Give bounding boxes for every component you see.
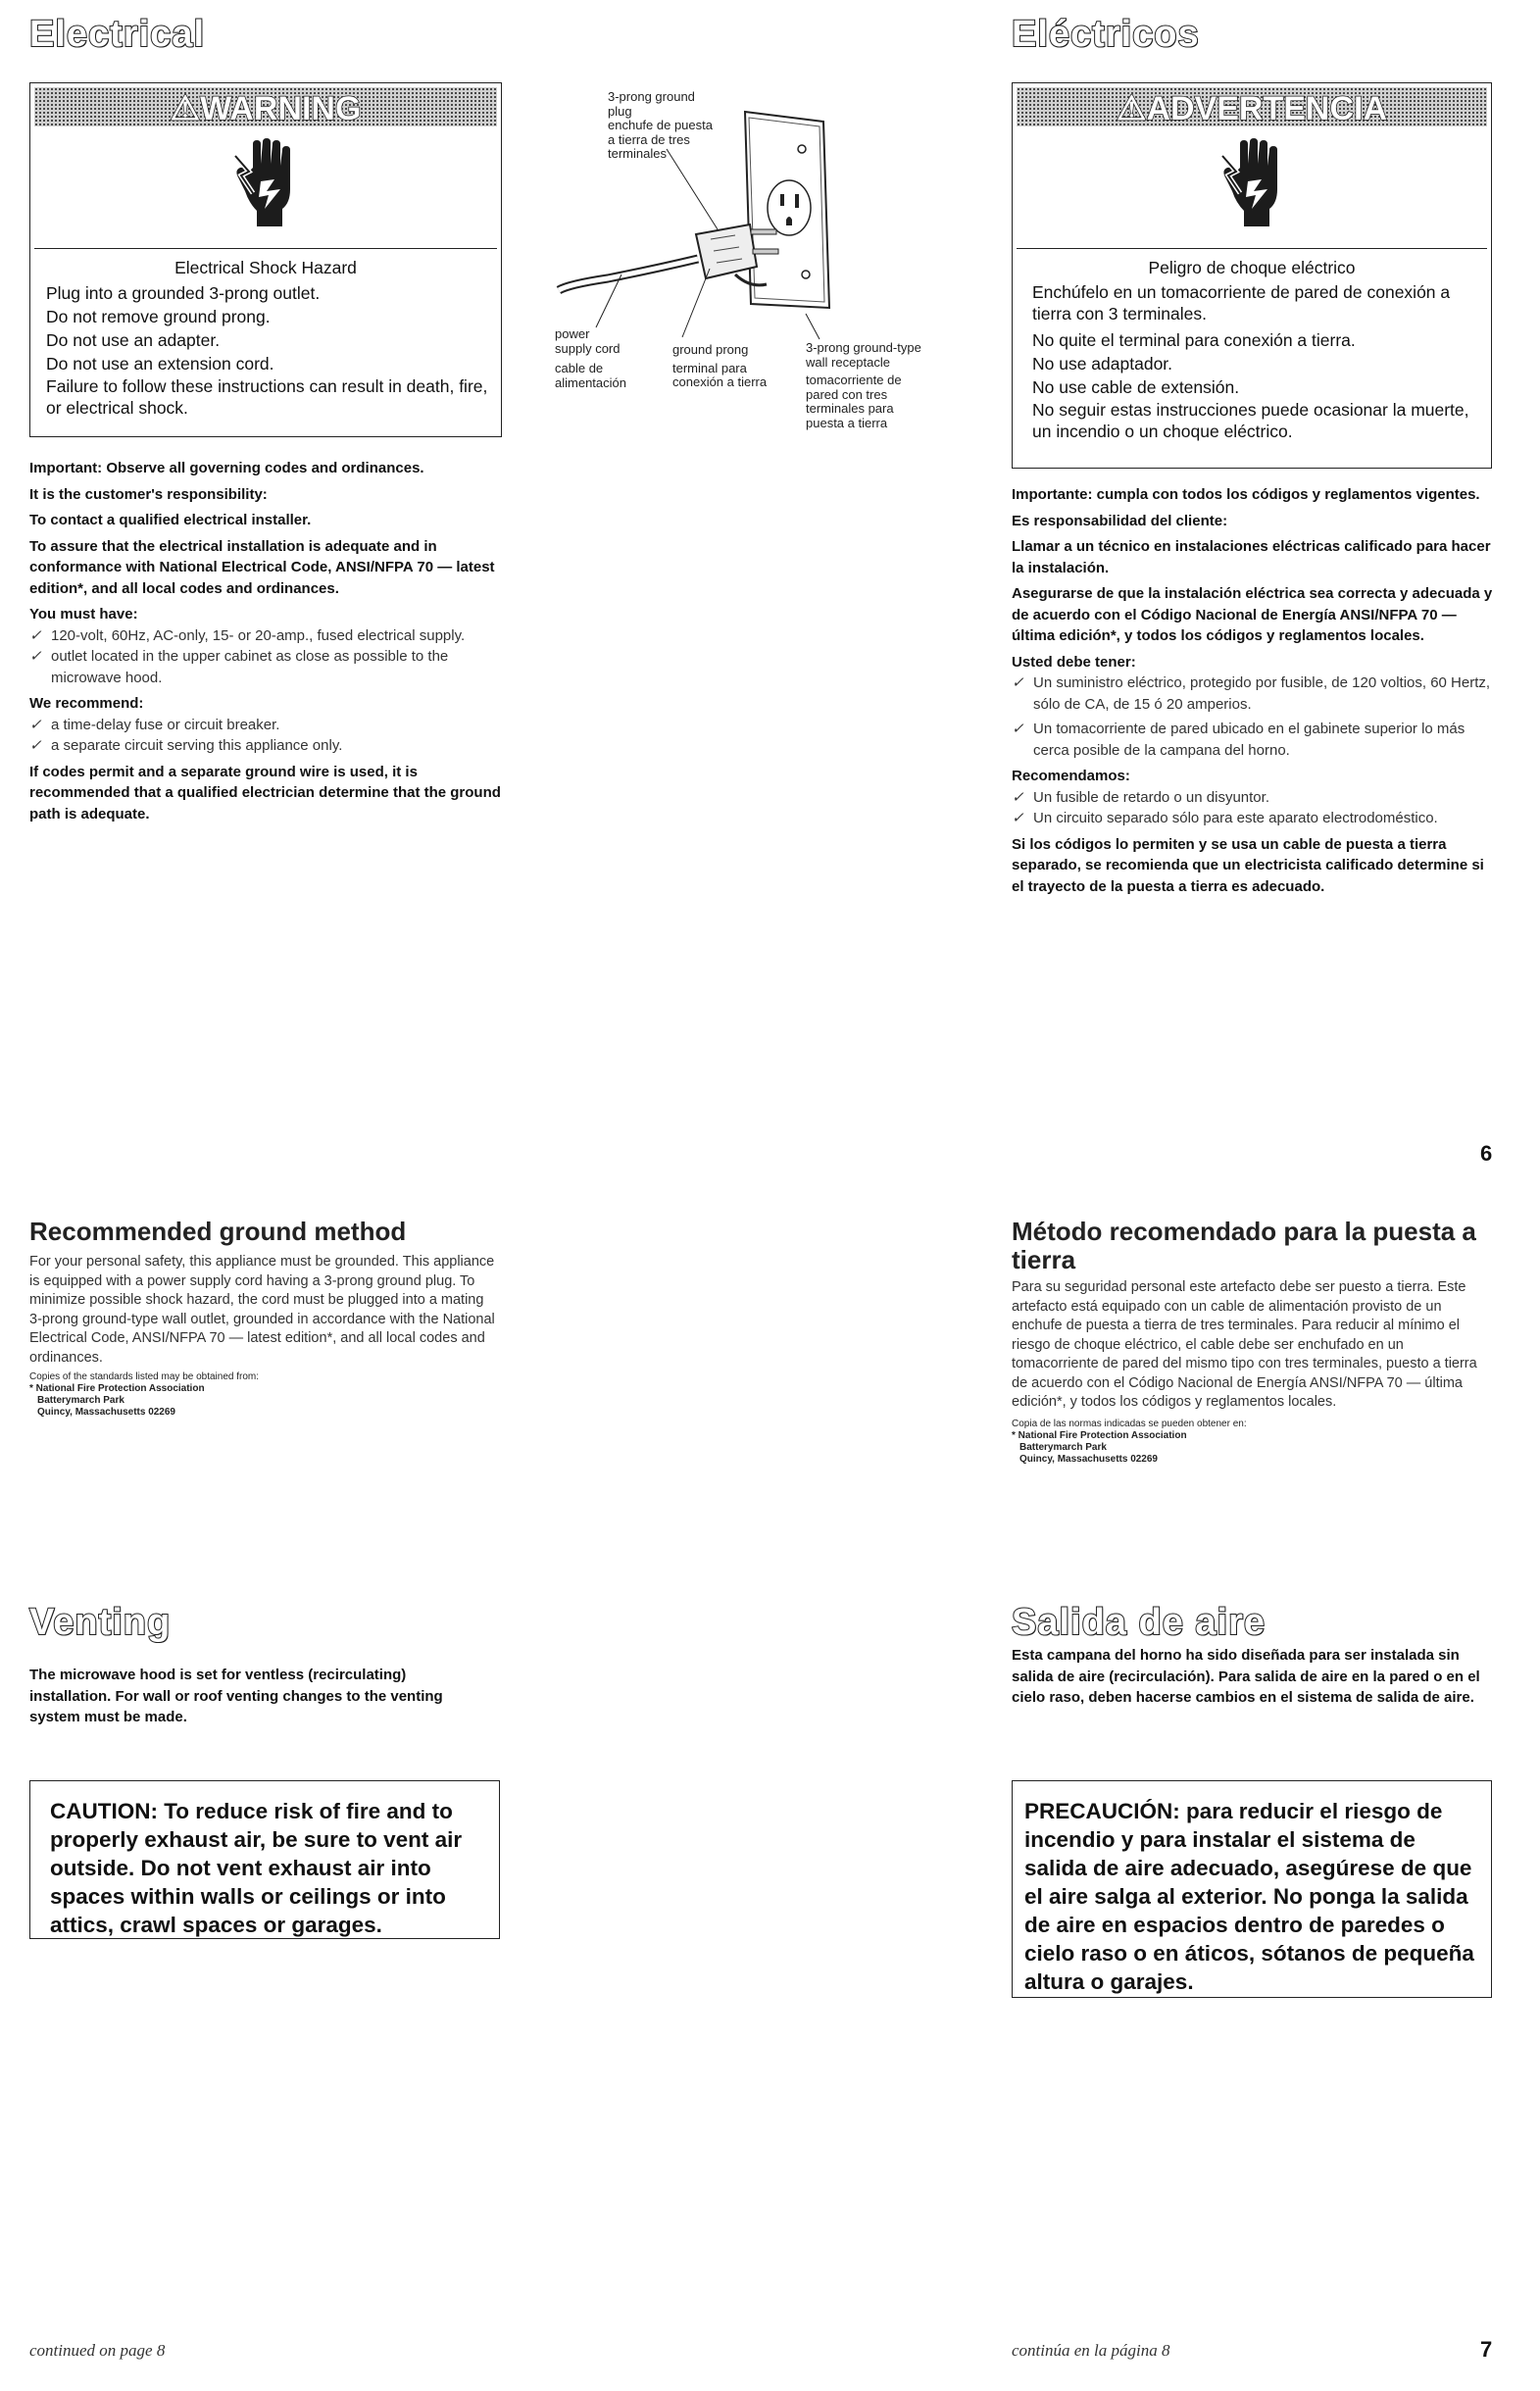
checklist-item: ✓ a time-delay fuse or circuit breaker.: [29, 715, 508, 736]
caution-text: PRECAUCIÓN: para reducir el riesgo de incendio y para instalar el sistema de salida de aire adecuado, asegúrese de que el aire salga al exterior. No ponga la salida de aire en espacios dentro de paredes o cielo raso o en áticos, sótanos de pequeña altura o garajes.: [1024, 1799, 1474, 1994]
electrical-instructions-es: [1012, 484, 1498, 897]
continued-note-en: continued on page 8: [29, 2341, 166, 2360]
warning-line: Do not use an extension cord.: [46, 354, 274, 374]
warning-lines: [46, 281, 491, 419]
address-line: Batterymarch Park: [1019, 1441, 1107, 1453]
warning-line: Do not use an adapter.: [46, 330, 221, 350]
receptacle-label: 3-prong ground-type wall receptacle tomacorriente de pared con tres terminales para puesta a tierra: [806, 340, 921, 430]
responsibility-heading: Es responsabilidad del cliente:: [1012, 512, 1228, 529]
warning-box-es: [1012, 82, 1492, 469]
address-line: * National Fire Protection Association: [1012, 1429, 1187, 1441]
checklist-item: ✓ Un tomacorriente de pared ubicado en el gabinete superior lo más cerca posible de la campana del horno.: [1012, 719, 1498, 761]
ground-method-paragraph: For your personal safety, this appliance must be grounded. This appliance is equipped with a power supply cord having a 3-prong ground plug. To minimize possible shock hazard, the cord must be plugged into a mating 3-prong ground-type wall outlet, grounded in accordance with the National Electrical Code, ANSI/NFPA 70 — latest edition*, and all local codes and ordinances.: [29, 1254, 495, 1366]
recommend-heading: We recommend:: [29, 695, 144, 712]
copies-note: Copies of the standards listed may be obtained from:: [29, 1371, 260, 1382]
section-title-venting: Venting: [29, 1602, 172, 1643]
check-icon: ✓: [29, 626, 42, 644]
warning-line: No seguir estas instrucciones puede ocasionar la muerte, un incendio o un choque eléctrico.: [1032, 400, 1469, 441]
section-title-salida: Salida de aire: [1012, 1602, 1267, 1643]
responsibility-heading: It is the customer's responsibility:: [29, 485, 268, 503]
must-have-heading: Usted debe tener:: [1012, 653, 1136, 671]
warning-line: Do not remove ground prong.: [46, 307, 271, 326]
section-title-electrical: Electrical: [29, 14, 205, 55]
contact-installer: Llamar a un técnico en instalaciones eléctricas calificado para hacer la instalación.: [1012, 538, 1491, 576]
address-line: Quincy, Massachusetts 02269: [37, 1407, 175, 1418]
hazard-title: Peligro de choque eléctrico: [1148, 258, 1356, 277]
caution-text: CAUTION: To reduce risk of fire and to properly exhaust air, be sure to vent air outside. Do not vent exhaust air into spaces within walls or ceilings or into attics, crawl spaces or garages.: [50, 1799, 463, 1937]
warning-line: Failure to follow these instructions can result in death, fire, or electrical shock.: [46, 376, 488, 418]
page-number-top: 6: [1480, 1141, 1493, 1166]
check-icon: ✓: [1012, 788, 1024, 806]
caution-box-en: [29, 1780, 500, 1939]
page-number: 7: [1480, 2337, 1493, 2362]
electrical-instructions-en: [29, 458, 508, 824]
warning-line: No use cable de extensión.: [1032, 377, 1240, 397]
codes-permit-note: If codes permit and a separate ground wire is used, it is recommended that a qualified electrician determine that the ground path is adequate.: [29, 763, 501, 822]
venting-body-es: Esta campana del horno ha sido diseñada para ser instalada sin salida de aire (recirculación). Para salida de aire en la pared o en el cielo raso, deben hacerse cambios en el sistema de salida de aire.: [1012, 1647, 1480, 1706]
caution-box-es: [1012, 1780, 1492, 1998]
warning-line: No use adaptador.: [1032, 354, 1173, 374]
checklist-item: ✓ a separate circuit serving this appliance only.: [29, 735, 508, 757]
ground-method-paragraph: Para su seguridad personal este artefacto debe ser puesto a tierra. Este artefacto está equipado con un cable de alimentación provisto de un enchufe de puesta a tierra de tres terminales. Para reducir al mínimo el riesgo de choque eléctrico, el cable debe ser enchufado en un tomacorriente de pared del mismo tipo con tres terminales, puesto a tierra de acuerdo con el Código Nacional de Energía ANSI/NFPA 70 — última edición*, y todos los códigos y reglamentos locales.: [1012, 1279, 1477, 1410]
check-icon: ✓: [1012, 810, 1024, 826]
address-line: * National Fire Protection Association: [29, 1383, 205, 1394]
check-icon: ✓: [1012, 674, 1024, 691]
checklist-item: ✓ 120-volt, 60Hz, AC-only, 15- or 20-amp., fused electrical supply.: [29, 625, 508, 647]
electric-shock-hand-icon: [231, 138, 300, 228]
warning-line: Enchúfelo en un tomacorriente de pared de conexión a tierra con 3 terminales.: [1032, 282, 1451, 324]
important-note: Important: Observe all governing codes and ordinances.: [29, 460, 424, 476]
warning-line: Plug into a grounded 3-prong outlet.: [46, 283, 321, 303]
recommend-heading: Recomendamos:: [1012, 768, 1130, 784]
assure-installation: To assure that the electrical installation is adequate and in conformance with National Electrical Code, ANSI/NFPA 70 — latest edition*, and all local codes and ordinances.: [29, 537, 495, 597]
important-note: Importante: cumpla con todos los códigos y reglamentos vigentes.: [1012, 486, 1480, 503]
warning-box-en: [29, 82, 502, 437]
hazard-title: Electrical Shock Hazard: [174, 258, 357, 277]
address-line: Quincy, Massachusetts 02269: [1019, 1453, 1158, 1465]
check-icon: ✓: [29, 737, 42, 754]
warning-banner: [34, 87, 497, 126]
assure-installation: Asegurarse de que la instalación eléctrica sea correcta y adecuada y de acuerdo con el Código Nacional de Energía ANSI/NFPA 70 — última edición*, y todos los códigos y reglamentos locales.: [1012, 585, 1493, 644]
ground-method-title-es: Método recomendado para la puesta a tierra: [1012, 1217, 1476, 1274]
copies-note: Copia de las normas indicadas se pueden obtener en:: [1012, 1418, 1247, 1429]
warning-label: ⚠WARNING: [170, 90, 362, 127]
checklist-item: ✓ outlet located in the upper cabinet as close as possible to the microwave hood.: [29, 646, 508, 688]
plug-label: 3-prong ground plug enchufe de puesta a tierra de tres terminales: [608, 89, 713, 161]
checklist-item: ✓ Un circuito separado sólo para este aparato electrodoméstico.: [1012, 808, 1498, 829]
check-icon: ✓: [29, 716, 42, 733]
ground-method-body-en: [29, 1253, 498, 1419]
checklist-item: ✓ Un fusible de retardo o un disyuntor.: [1012, 787, 1498, 809]
ground-prong-label: ground prong terminal para conexión a tierra: [672, 342, 768, 389]
section-title-electricos: Eléctricos: [1012, 14, 1200, 55]
contact-installer: To contact a qualified electrical installer.: [29, 512, 312, 528]
plug-outlet-diagram: [549, 82, 990, 494]
ground-method-title-en: Recommended ground method: [29, 1217, 407, 1246]
warning-line: No quite el terminal para conexión a tierra.: [1032, 330, 1356, 350]
checklist-item: ✓ Un suministro eléctrico, protegido por fusible, de 120 voltios, 60 Hertz, sólo de CA, de 15 ó 20 amperios.: [1012, 672, 1498, 715]
continued-note-es: continúa en la página 8: [1012, 2341, 1170, 2360]
check-icon: ✓: [29, 648, 42, 665]
warning-lines: [1032, 281, 1481, 442]
ground-method-body-es: [1012, 1278, 1490, 1466]
electric-shock-hand-icon: [1218, 138, 1287, 228]
warning-banner: [1017, 87, 1487, 126]
warning-label: ⚠ADVERTENCIA: [1116, 90, 1388, 127]
cord-label: power supply cord cable de alimentación: [555, 326, 626, 390]
address-line: Batterymarch Park: [37, 1395, 124, 1406]
must-have-heading: You must have:: [29, 606, 138, 623]
check-icon: ✓: [1012, 721, 1024, 737]
venting-body-en: The microwave hood is set for ventless (recirculating) installation. For wall or roof venting changes to the venting system must be made.: [29, 1667, 443, 1725]
codes-permit-note: Si los códigos lo permiten y se usa un cable de puesta a tierra separado, se recomienda que un electricista calificado determine si el trayecto de la puesta a tierra es adecuado.: [1012, 835, 1484, 895]
